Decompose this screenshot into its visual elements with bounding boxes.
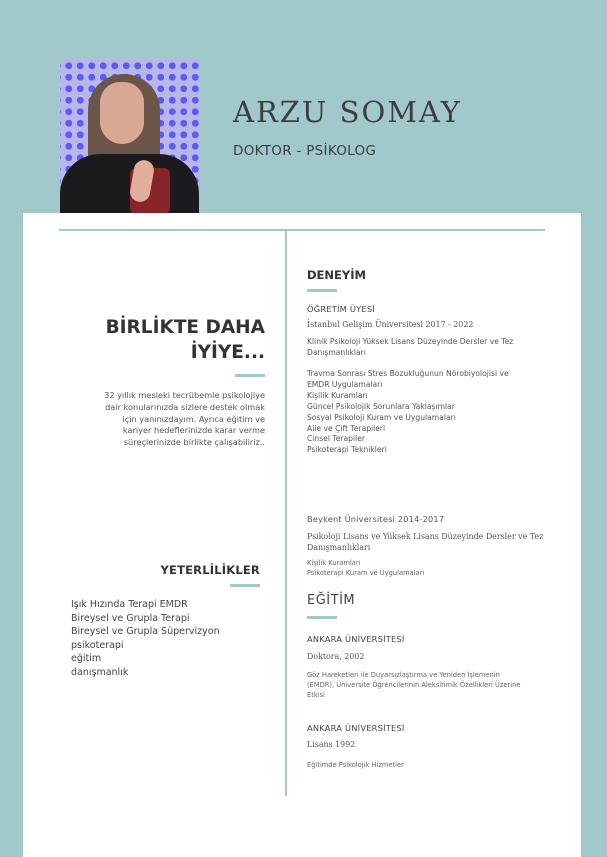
education-thesis (307, 670, 547, 701)
course-item: Kişilik Kuramları (307, 390, 368, 400)
skill-item: Bireysel ve Grupla Terapi (71, 612, 190, 624)
skills-accent-bar (230, 584, 260, 587)
education-heading: EĞİTİM (307, 593, 356, 608)
education-degree: Doktora, 2002 (307, 652, 365, 661)
skill-item: Işık Hızında Terapi EMDR (71, 599, 188, 610)
thesis-line: Eğitimde Psikolojik Hizmetler (307, 761, 404, 769)
job-description-line: Klinik Psikoloji Yüksek Lisans Düzeyinde Dersler ve Tez (307, 337, 514, 346)
education-degree: Lisans 1992 (307, 740, 356, 749)
course-item: Kişilik Kuramları (307, 559, 361, 567)
experience-accent-bar (307, 289, 337, 292)
job-institution: Beykent Üniversitesi 2014-2017 (307, 514, 445, 524)
course-item: Cinsel Terapiler (307, 434, 366, 444)
job-description-line: Danışmanlıkları (307, 347, 366, 357)
skills-list (71, 598, 220, 680)
job-description (307, 337, 547, 359)
course-item: EMDR Uygulamaları (307, 379, 383, 389)
intro-line: dair konularınızda sizlere destek olmak (105, 401, 265, 412)
skill-item: danışmanlık (71, 666, 129, 678)
job-courses (307, 558, 547, 578)
education-school: ANKARA ÜNİVERSİTESİ (307, 634, 405, 644)
thesis-line: (EMDR), Üniversite Öğrencilerinin Aleksitimik Özellikleri Üzerine (307, 681, 521, 690)
education-school: ANKARA ÜNİVERSİTESİ (307, 723, 405, 733)
vertical-divider (285, 229, 287, 796)
experience-heading: DENEYİM (307, 268, 366, 282)
tagline-accent-bar (235, 374, 265, 377)
person-name: ARZU SOMAY (233, 95, 462, 129)
intro-paragraph (60, 390, 265, 449)
course-item: Aile ve Çift Terapileri (307, 423, 386, 433)
person-title: DOKTOR - PSİKOLOG (233, 143, 377, 159)
job-courses (307, 369, 547, 456)
job-role: ÖĞRETİM ÜYESİ (307, 304, 375, 314)
skill-item: psikoterapi (71, 639, 124, 651)
job-description-line: Psikoloji Lisans ve Yüksek Lisans Düzeyinde Dersler ve Tez (307, 532, 544, 541)
course-item: Sosyal Psikoloji Kuram ve Uygulamaları (307, 412, 456, 422)
job-description-line: Danışmanlıkları (307, 543, 371, 552)
horizontal-divider (59, 229, 545, 231)
tagline (60, 315, 265, 365)
thesis-line: Göz Hareketleri ile Duyarsızlaştırma ve Yeniden İşlemenin (307, 671, 500, 679)
course-item: Güncel Psikolojik Sorunlara Yaklaşımlar (307, 401, 455, 411)
thesis-line: Etkisi (307, 691, 325, 700)
job-institution: İstanbul Gelişim Üniversitesi 2017 - 2022 (307, 320, 474, 329)
course-item: Travma Sonrası Stres Bozukluğunun Nörobiyolojisi ve (307, 369, 509, 378)
profile-photo (60, 60, 199, 213)
skill-item: Bireysel ve Grupla Süpervizyon (71, 626, 220, 638)
education-accent-bar (307, 616, 337, 619)
tagline-line-1: BİRLİKTE DAHA (105, 317, 265, 338)
intro-line: süreçlerinizde birlikte çalışabiliriz.. (123, 437, 265, 448)
photo-face (100, 82, 144, 144)
skill-item: eğitim (71, 653, 102, 665)
intro-line: 32 yıllık mesleki tecrübemle psikolojiye (104, 390, 265, 400)
skills-heading: YETERLİLİKLER (160, 563, 260, 577)
education-thesis (307, 760, 547, 770)
job-description (307, 531, 547, 553)
course-item: Psikoterapi Teknikleri (307, 445, 387, 455)
intro-line: kariyer hedeflerinizde karar verme (122, 425, 265, 436)
intro-line: için yanınızdayım. Ayrıca eğitim ve (122, 413, 265, 424)
course-item: Psikoterapi Kuram ve Uygulamaları (307, 569, 425, 578)
tagline-line-2: İYİYE... (190, 342, 265, 363)
